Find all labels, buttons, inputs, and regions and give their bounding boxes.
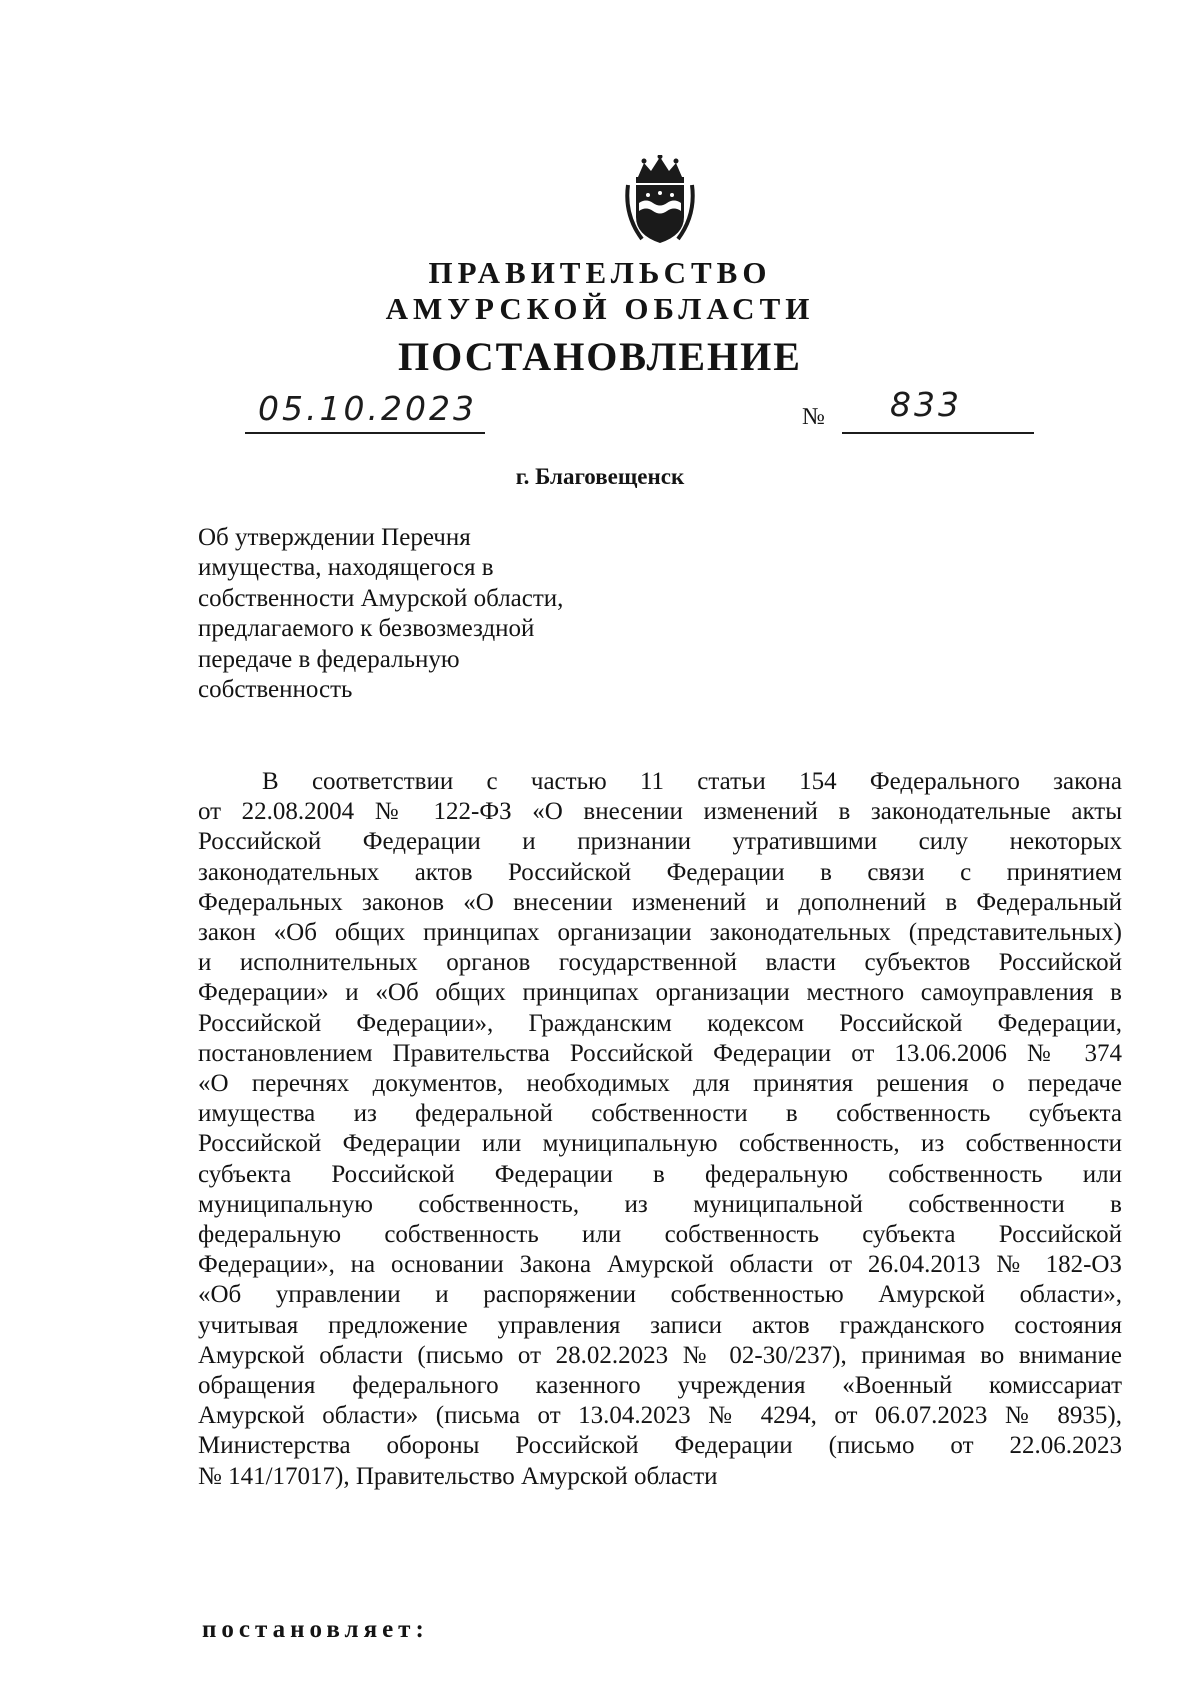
- body-line: законодательных актов Российской Федерации в связи с принятием: [198, 858, 1122, 886]
- city-name: г. Благовещенск: [515, 464, 685, 489]
- title-line: передаче в федеральную: [198, 645, 460, 673]
- organization-name-line1: ПРАВИТЕЛЬСТВО: [428, 255, 772, 290]
- title-line: собственность: [198, 676, 353, 704]
- number-label: №: [802, 404, 825, 430]
- body-line: № 141/17017), Правительство Амурской области: [198, 1462, 718, 1490]
- body-line: постановлением Правительства Российской Федерации от 13.06.2006 № 374: [198, 1039, 1122, 1067]
- body-line: «О перечнях документов, необходимых для принятия решения о передаче: [198, 1070, 1122, 1098]
- body-line: закон «Об общих принципах организации законодательных (представительных): [198, 919, 1122, 947]
- body-line: учитывая предложение управления записи актов гражданского состояния: [198, 1311, 1122, 1339]
- preamble-paragraph: [198, 767, 1122, 1492]
- body-line: Российской Федерации или муниципальную собственность, из собственности: [198, 1130, 1122, 1158]
- body-line: обращения федерального казенного учреждения «Военный комиссариат: [198, 1372, 1122, 1400]
- body-line: Российской Федерации», Гражданским кодексом Российской Федерации,: [198, 1009, 1122, 1037]
- body-line: и исполнительных органов государственной власти субъектов Российской: [198, 949, 1122, 977]
- body-line: Федеральных законов «О внесении изменений и дополнений в Федеральный: [198, 888, 1122, 916]
- body-line: «Об управлении и распоряжении собственностью Амурской области»,: [198, 1281, 1122, 1309]
- body-line: Федерации», на основании Закона Амурской области от 26.04.2013 № 182-ОЗ: [198, 1251, 1122, 1279]
- body-line: имущества из федеральной собственности в собственность субъекта: [198, 1100, 1122, 1128]
- title-line: предлагаемого к безвозмездной: [198, 615, 535, 643]
- body-line: Российской Федерации и признании утратившими силу некоторых: [198, 828, 1122, 856]
- body-line: В соответствии с частью 11 статьи 154 Федерального закона: [262, 768, 1122, 795]
- document-number: 833: [890, 385, 962, 424]
- body-line: от 22.08.2004 № 122-ФЗ «О внесении изменений в законодательные акты: [198, 798, 1122, 826]
- body-line: Министерства обороны Российской Федерации (письмо от 22.06.2023: [198, 1432, 1122, 1460]
- body-line: муниципальную собственность, из муниципальной собственности в: [198, 1190, 1122, 1218]
- title-line: Об утверждении Перечня: [198, 524, 471, 551]
- body-line: субъекта Российской Федерации в федеральную собственность или: [198, 1160, 1122, 1188]
- coat-of-arms-icon: [624, 155, 696, 245]
- body-line: Федерации» и «Об общих принципах организации местного самоуправления в: [198, 979, 1122, 1007]
- document-type: ПОСТАНОВЛЕНИЕ: [398, 334, 802, 379]
- date-underline: [245, 432, 485, 434]
- document-title: [198, 523, 618, 705]
- title-line: имущества, находящегося в: [198, 554, 494, 582]
- document-date: 05.10.2023: [258, 389, 477, 428]
- resolves-word: постановляет:: [202, 1616, 429, 1643]
- title-line: собственности Амурской области,: [198, 584, 564, 612]
- body-line: федеральную собственность или собственность субъекта Российской: [198, 1221, 1122, 1249]
- body-line: Амурской области (письмо от 28.02.2023 № 02-30/237), принимая во внимание: [198, 1341, 1122, 1369]
- organization-name-line2: АМУРСКОЙ ОБЛАСТИ: [385, 291, 815, 326]
- body-line: Амурской области» (письма от 13.04.2023 № 4294, от 06.07.2023 № 8935),: [198, 1402, 1122, 1430]
- number-underline: [842, 432, 1034, 434]
